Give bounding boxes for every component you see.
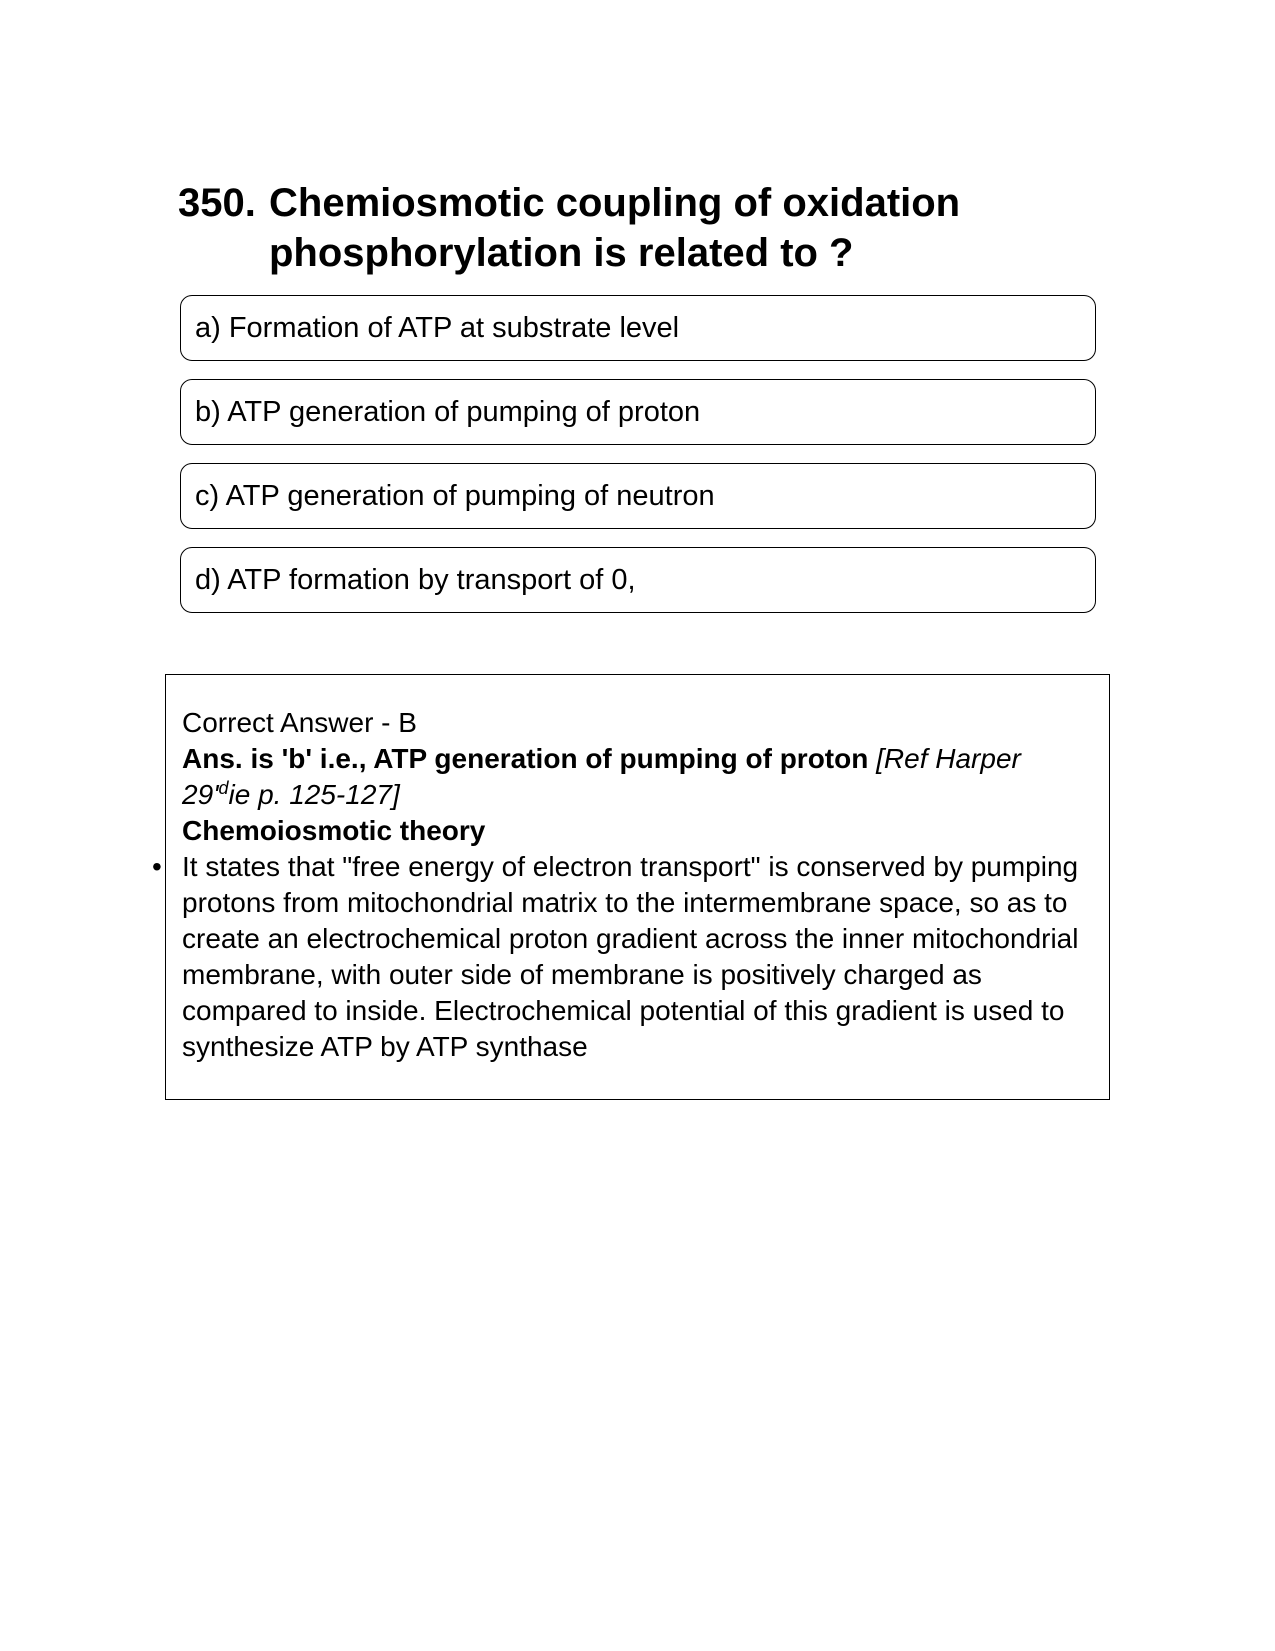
reference-superscript: d <box>218 778 229 798</box>
bullet-text: It states that "free energy of electron transport" is conserved by pumping protons from mitochondrial matrix to the intermembrane space, so as to create an electrochemical proton gradient across the inner mitochondrial membrane, with outer side of membrane is positively charged as compared to inside. Electrochemical potential of this gradient is used to synthesize ATP by ATP synthase <box>182 851 1079 1062</box>
theory-heading: Chemoiosmotic theory <box>182 815 486 846</box>
option-b[interactable]: b) ATP generation of pumping of proton <box>180 379 1096 445</box>
option-a[interactable]: a) Formation of ATP at substrate level <box>180 295 1096 361</box>
correct-answer-label: Correct Answer - B <box>182 707 417 738</box>
question-text: Chemiosmotic coupling of oxidation phosphorylation is related to ? <box>269 181 961 275</box>
reference-text-1: [Ref Harper <box>876 743 1021 774</box>
reference-edition: 29' <box>182 779 219 810</box>
bullet-item <box>152 849 1095 1065</box>
option-d[interactable]: d) ATP formation by transport of 0, <box>180 547 1096 613</box>
bullet-icon: • <box>152 851 162 882</box>
answer-bold-text: Ans. is 'b' i.e., ATP generation of pumping of proton <box>182 743 869 774</box>
reference-pages: ie p. 125-127] <box>228 779 400 810</box>
reference-line <box>182 777 1095 813</box>
answer-explanation-box <box>152 674 1110 1100</box>
answer-statement <box>182 741 1095 777</box>
question-number: 350. <box>178 181 256 225</box>
question-heading <box>178 178 1038 278</box>
option-c[interactable]: c) ATP generation of pumping of neutron <box>180 463 1096 529</box>
